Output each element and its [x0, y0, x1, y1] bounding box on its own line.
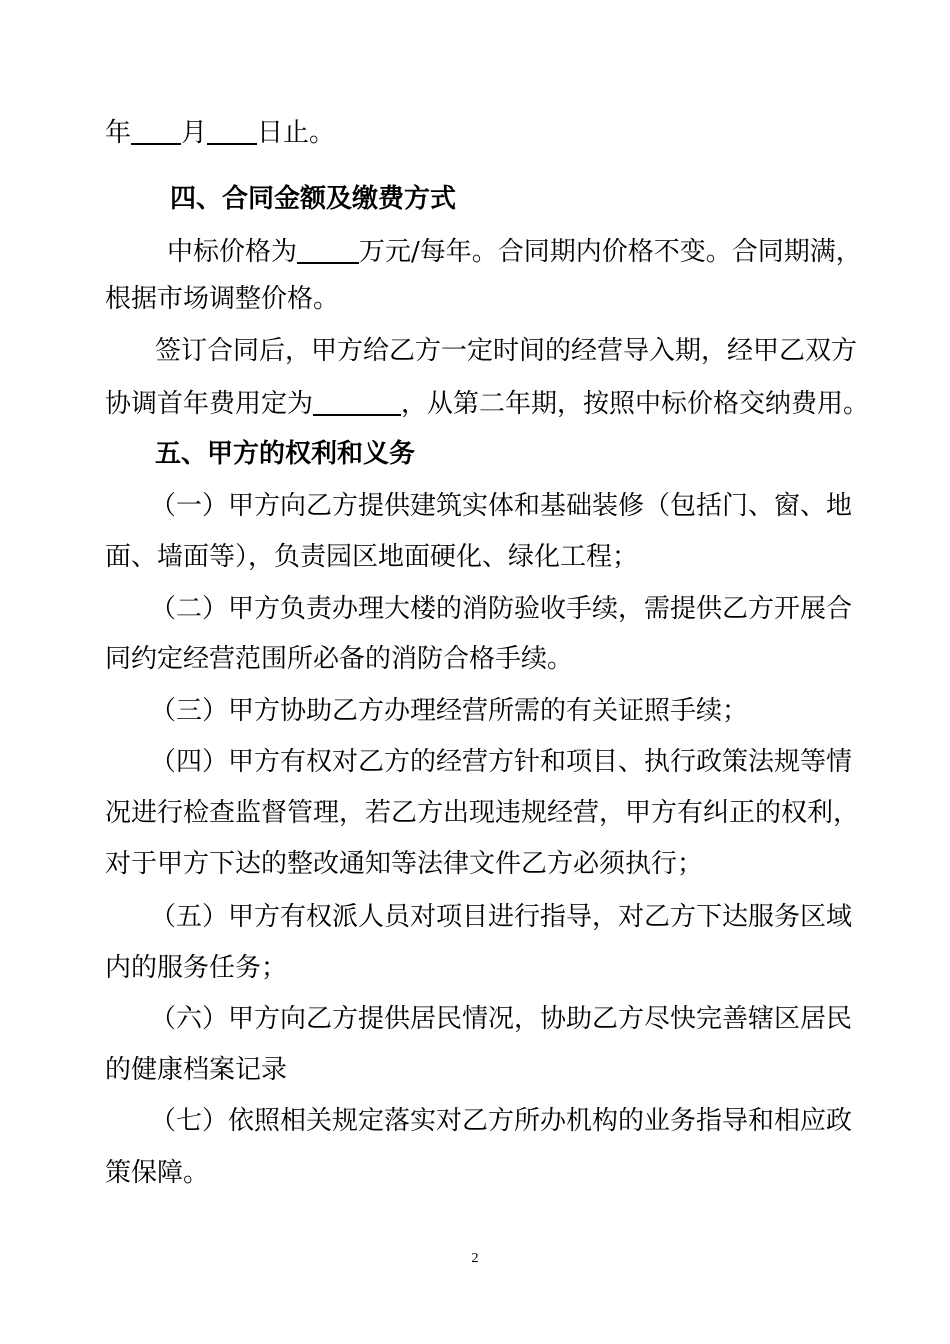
section-5-heading: 五、甲方的权利和义务 — [155, 439, 416, 469]
item-1-line: （一）甲方向乙方提供建筑实体和基础装修（包括门、窗、地 — [150, 491, 853, 521]
item-6-line: （六）甲方向乙方提供居民情况，协助乙方尽快完善辖区居民 — [150, 1004, 853, 1034]
page-number: 2 — [471, 1251, 479, 1266]
paragraph-line: 根据市场调整价格。 — [105, 284, 340, 314]
year-label: 年 — [105, 118, 132, 148]
bid-price-blank — [297, 232, 359, 264]
item-4-line: 况进行检查监督管理，若乙方出现违规经营，甲方有纠正的权利， — [105, 798, 860, 828]
first-year-fee-text: ，从第二年期，按照中标价格交纳费用。 — [401, 389, 870, 419]
item-6-line: 的健康档案记录 — [105, 1055, 288, 1085]
bid-price-label: 中标价格为 — [167, 237, 298, 267]
month-label: 月 — [181, 118, 208, 148]
item-2-line: 同约定经营范围所必备的消防合格手续。 — [105, 644, 574, 674]
first-year-fee-line — [105, 384, 870, 421]
contract-end-date-line — [105, 113, 845, 150]
item-7-line: （七）依照相关规定落实对乙方所办机构的业务指导和相应政 — [150, 1106, 853, 1136]
day-end-label: 日止。 — [257, 118, 336, 148]
day-blank — [207, 113, 257, 145]
bid-price-text: 万元/每年。合同期内价格不变。合同期满， — [359, 237, 862, 267]
item-3-line: （三）甲方协助乙方办理经营所需的有关证照手续； — [150, 696, 749, 726]
first-year-fee-label: 协调首年费用定为 — [105, 389, 314, 419]
bid-price-line — [167, 232, 862, 269]
item-5-line: （五）甲方有权派人员对项目进行指导，对乙方下达服务区域 — [150, 902, 853, 932]
section-4-heading: 四、合同金额及缴费方式 — [170, 184, 457, 214]
item-1-line: 面、墙面等），负责园区地面硬化、绿化工程； — [105, 542, 639, 572]
item-2-line: （二）甲方负责办理大楼的消防验收手续，需提供乙方开展合 — [150, 594, 853, 624]
item-4-line: （四）甲方有权对乙方的经营方针和项目、执行政策法规等情 — [150, 747, 853, 777]
paragraph-line: 签订合同后，甲方给乙方一定时间的经营导入期，经甲乙双方 — [155, 336, 858, 366]
item-4-line: 对于甲方下达的整改通知等法律文件乙方必须执行； — [105, 849, 704, 879]
first-year-fee-blank — [313, 384, 401, 416]
month-blank — [131, 113, 181, 145]
item-5-line: 内的服务任务； — [105, 953, 288, 983]
item-7-line: 策保障。 — [105, 1158, 210, 1188]
